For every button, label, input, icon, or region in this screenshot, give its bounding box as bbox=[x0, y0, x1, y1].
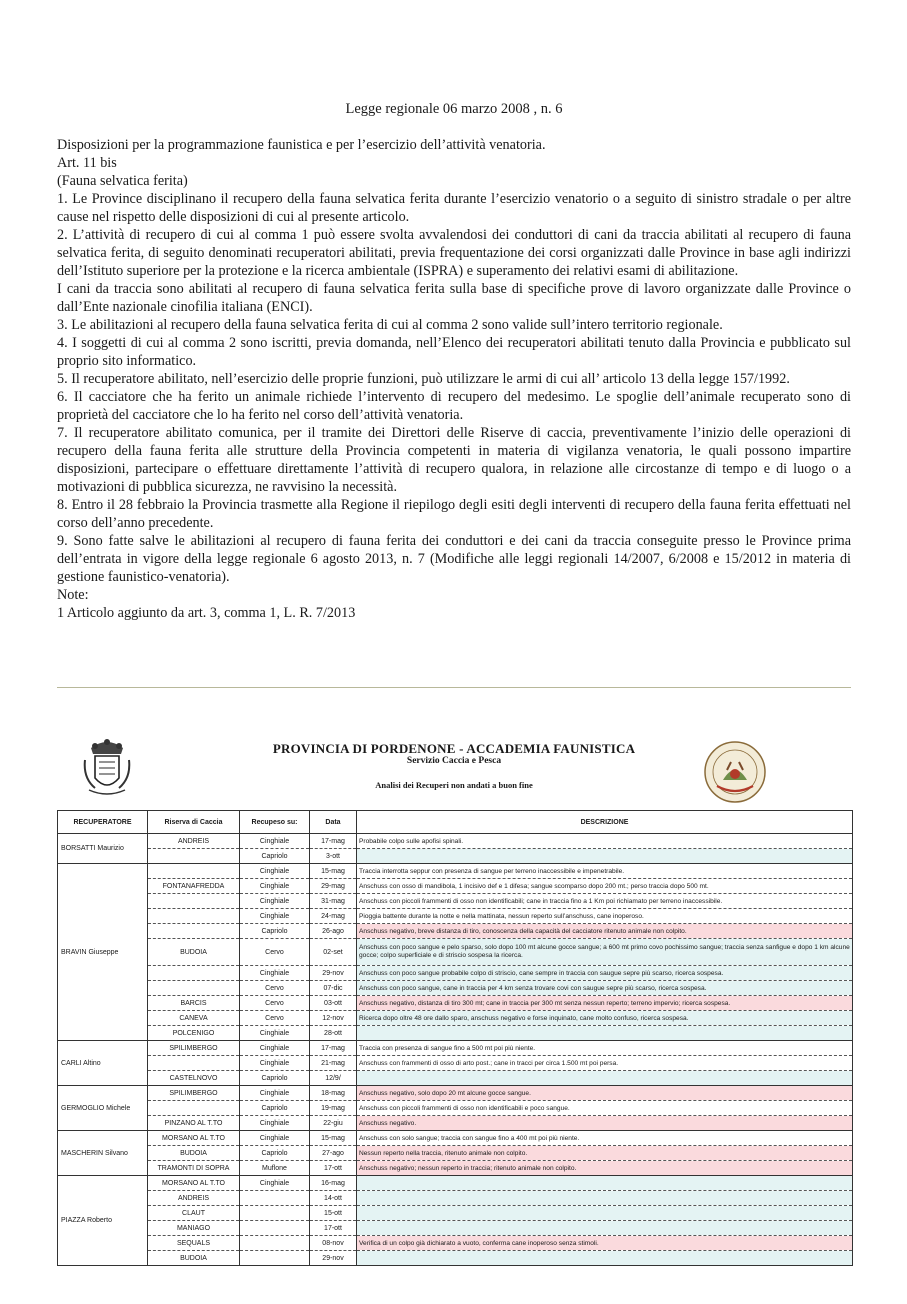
specie-cell: Cinghiale bbox=[240, 879, 310, 894]
riserva-cell bbox=[148, 966, 240, 981]
riserva-cell bbox=[148, 849, 240, 864]
table-row bbox=[58, 1026, 853, 1041]
descrizione-cell: Anschuss con poco sangue, cane in traccia per 4 km senza trovare covi con saugue sepre più scarso, ricerca sospesa. bbox=[357, 981, 853, 996]
data-cell: 21-mag bbox=[310, 1056, 357, 1071]
accademia-faunistica-seal-icon bbox=[703, 740, 767, 804]
data-cell: 17-mag bbox=[310, 834, 357, 849]
data-cell: 08-nov bbox=[310, 1236, 357, 1251]
descrizione-cell: Traccia con presenza di sangue fino a 500 mt poi più niente. bbox=[357, 1041, 853, 1056]
table-row bbox=[58, 981, 853, 996]
data-cell: 14-ott bbox=[310, 1191, 357, 1206]
descrizione-cell bbox=[357, 849, 853, 864]
descrizione-cell: Nessun reperto nella traccia, ritenuto animale non colpito. bbox=[357, 1146, 853, 1161]
descrizione-cell: Anschuss negativo, solo dopo 20 mt alcune gocce sangue. bbox=[357, 1086, 853, 1101]
specie-cell: Cinghiale bbox=[240, 894, 310, 909]
specie-cell: Cinghiale bbox=[240, 1086, 310, 1101]
specie-cell: Cinghiale bbox=[240, 1131, 310, 1146]
riserva-cell bbox=[148, 909, 240, 924]
report-title: Analisi dei Recuperi non andati a buon fine bbox=[375, 780, 533, 790]
descrizione-cell: Anschuss con poco sangue probabile colpo di striscio, cane sempre in traccia con saugue sepre più scarso, ricerca sospesa. bbox=[357, 966, 853, 981]
data-cell: 15-ott bbox=[310, 1206, 357, 1221]
data-cell: 27-ago bbox=[310, 1146, 357, 1161]
data-cell: 29-mag bbox=[310, 879, 357, 894]
data-cell: 07-dic bbox=[310, 981, 357, 996]
data-cell: 3-ott bbox=[310, 849, 357, 864]
data-cell: 15-mag bbox=[310, 1131, 357, 1146]
table-row bbox=[58, 1101, 853, 1116]
descrizione-cell bbox=[357, 1251, 853, 1266]
table-row bbox=[58, 894, 853, 909]
riserva-cell: PINZANO AL T.TO bbox=[148, 1116, 240, 1131]
report-department: Servizio Caccia e Pesca bbox=[406, 756, 502, 766]
specie-cell: Cinghiale bbox=[240, 1026, 310, 1041]
specie-cell: Muflone bbox=[240, 1161, 310, 1176]
specie-cell bbox=[240, 1191, 310, 1206]
specie-cell: Capriolo bbox=[240, 849, 310, 864]
col-recuperatore: RECUPERATORE bbox=[58, 811, 148, 834]
descrizione-cell: Anschuss negativo; nessun reperto in traccia; ritenuto animale non colpito. bbox=[357, 1161, 853, 1176]
table-row bbox=[58, 1131, 853, 1146]
riserva-cell: CANEVA bbox=[148, 1011, 240, 1026]
riserva-cell: SPILIMBERGO bbox=[148, 1086, 240, 1101]
table-row bbox=[58, 966, 853, 981]
law-paragraph: I cani da traccia sono abilitati al recupero di fauna selvatica ferita sulla base di specifiche prove di lavoro organizzate dalle Province o dall’Ente nazionale cinofilia italiana (ENCI). bbox=[57, 281, 851, 315]
law-paragraph: 4. I soggetti di cui al comma 2 sono iscritti, previa domanda, nell’Elenco dei recuperatori abilitati tenuto dalla Provincia e pubblicato sul proprio sito informatico. bbox=[57, 335, 851, 369]
riserva-cell bbox=[148, 924, 240, 939]
table-row bbox=[58, 1086, 853, 1101]
data-cell: 24-mag bbox=[310, 909, 357, 924]
specie-cell bbox=[240, 1221, 310, 1236]
table-row bbox=[58, 1011, 853, 1026]
descrizione-cell: Traccia interrotta seppur con presenza di sangue per terreno inaccessibile e impenetrabile. bbox=[357, 864, 853, 879]
data-cell: 12/9/ bbox=[310, 1071, 357, 1086]
law-paragraph: Disposizioni per la programmazione faunistica e per l’esercizio dell’attività venatoria. bbox=[57, 137, 546, 153]
law-paragraph: 3. Le abilitazioni al recupero della fauna selvatica ferita di cui al comma 2 sono valide sull’intero territorio regionale. bbox=[57, 317, 723, 333]
col-riserva: Riserva di Caccia bbox=[148, 811, 240, 834]
riserva-cell: CASTELNOVO bbox=[148, 1071, 240, 1086]
table-row bbox=[58, 1116, 853, 1131]
specie-cell: Cervo bbox=[240, 1011, 310, 1026]
descrizione-cell: Ricerca dopo oltre 48 ore dallo sparo, anschuss negativo e forse inquinato, cane molto confuso, ricerca sospesa. bbox=[357, 1011, 853, 1026]
table-row bbox=[58, 1191, 853, 1206]
table-row bbox=[58, 1251, 853, 1266]
table-row bbox=[58, 939, 853, 966]
descrizione-cell: Anschuss con piccoli frammenti di osso non identificabili e poco sangue. bbox=[357, 1101, 853, 1116]
page-separator bbox=[57, 687, 851, 688]
specie-cell: Capriolo bbox=[240, 1101, 310, 1116]
data-cell: 28-ott bbox=[310, 1026, 357, 1041]
descrizione-cell bbox=[357, 1176, 853, 1191]
descrizione-cell: Anschuss con frammenti di osso di arto post.; cane in tracci per circa 1.500 mt poi persa. bbox=[357, 1056, 853, 1071]
table-row bbox=[58, 1206, 853, 1221]
specie-cell: Cinghiale bbox=[240, 834, 310, 849]
descrizione-cell: Anschuss con poco sangue e pelo sparso, solo dopo 100 mt alcune gocce sangue; a 600 mt primo covo pochissimo sangue; traccia senza sanfigue e dopo 1 km alcune gocce; colpo superficiale e di striscio sospesa la ricerca. bbox=[357, 939, 853, 966]
table-row bbox=[58, 924, 853, 939]
report-organization-title: PROVINCIA DI PORDENONE - ACCADEMIA FAUNISTICA bbox=[272, 741, 636, 756]
specie-cell: Cinghiale bbox=[240, 966, 310, 981]
recuperatore-cell: CARLI Altino bbox=[58, 1041, 148, 1086]
table-body bbox=[58, 834, 853, 1266]
riserva-cell bbox=[148, 894, 240, 909]
data-cell: 18-mag bbox=[310, 1086, 357, 1101]
law-paragraph: Note: bbox=[57, 587, 89, 603]
table-row bbox=[58, 1236, 853, 1251]
descrizione-cell bbox=[357, 1026, 853, 1041]
riserva-cell: BARCIS bbox=[148, 996, 240, 1011]
specie-cell: Capriolo bbox=[240, 1146, 310, 1161]
law-paragraph: 7. Il recuperatore abilitato comunica, per il tramite dei Direttori delle Riserve di caccia, preventivamente l’inizio delle operazioni di recupero della fauna ferita alle strutture della Provincia competenti in materia di vigilanza venatoria, le quali possono impartire disposizioni, partecipare o effettuare direttamente l’attività di recupero qualora, in relazione alle circostanze di tempo e di luogo o a motivazioni di pubblica sicurezza, ne ravvisino la necessità. bbox=[57, 425, 851, 495]
specie-cell: Cinghiale bbox=[240, 909, 310, 924]
riserva-cell bbox=[148, 981, 240, 996]
riserva-cell: MANIAGO bbox=[148, 1221, 240, 1236]
table-row bbox=[58, 879, 853, 894]
data-cell: 03-ott bbox=[310, 996, 357, 1011]
descrizione-cell: Verifica di un colpo già dichiarato a vuoto, conferma cane inoperoso senza stimoli. bbox=[357, 1236, 853, 1251]
descrizione-cell: Anschuss negativo, distanza di tiro 300 mt; cane in traccia per 300 mt senza nessun reperto; terreno impervio; ricerca sospesa. bbox=[357, 996, 853, 1011]
table-row bbox=[58, 849, 853, 864]
riserva-cell: BUDOIA bbox=[148, 939, 240, 966]
descrizione-cell: Probabile colpo sulle apofisi spinali. bbox=[357, 834, 853, 849]
table-row bbox=[58, 996, 853, 1011]
law-text bbox=[57, 100, 851, 622]
law-paragraphs bbox=[57, 136, 851, 622]
riserva-cell: SEQUALS bbox=[148, 1236, 240, 1251]
table-row bbox=[58, 1056, 853, 1071]
law-paragraph: 1 Articolo aggiunto da art. 3, comma 1, L. R. 7/2013 bbox=[57, 605, 356, 621]
specie-cell: Cinghiale bbox=[240, 864, 310, 879]
law-title: Legge regionale 06 marzo 2008 , n. 6 bbox=[345, 101, 563, 117]
data-cell: 19-mag bbox=[310, 1101, 357, 1116]
riserva-cell bbox=[148, 1056, 240, 1071]
descrizione-cell: Anschuss negativo. bbox=[357, 1116, 853, 1131]
law-paragraph: (Fauna selvatica ferita) bbox=[57, 173, 188, 189]
law-paragraph: Art. 11 bis bbox=[57, 155, 117, 171]
law-paragraph: 1. Le Province disciplinano il recupero della fauna selvatica ferita durante l’esercizio venatorio o a seguito di sinistro stradale o per altre cause nel rispetto delle disposizioni di cui al presente articolo. bbox=[57, 191, 851, 225]
table-row bbox=[58, 909, 853, 924]
riserva-cell: BUDOIA bbox=[148, 1146, 240, 1161]
data-cell: 26-ago bbox=[310, 924, 357, 939]
descrizione-cell bbox=[357, 1206, 853, 1221]
data-cell: 02-set bbox=[310, 939, 357, 966]
riserva-cell: SPILIMBERGO bbox=[148, 1041, 240, 1056]
riserva-cell bbox=[148, 864, 240, 879]
report-header bbox=[57, 738, 851, 808]
table-row bbox=[58, 1041, 853, 1056]
specie-cell: Cinghiale bbox=[240, 1116, 310, 1131]
descrizione-cell: Pioggia battente durante la notte e nella mattinata, nessun reperto sull’anschuss, cane inoperoso. bbox=[357, 909, 853, 924]
riserva-cell bbox=[148, 1101, 240, 1116]
riserva-cell: MORSANO AL T.TO bbox=[148, 1176, 240, 1191]
riserva-cell: ANDREIS bbox=[148, 1191, 240, 1206]
table-row bbox=[58, 1146, 853, 1161]
table-row bbox=[58, 1176, 853, 1191]
specie-cell bbox=[240, 1251, 310, 1266]
data-cell: 17-ott bbox=[310, 1161, 357, 1176]
specie-cell: Capriolo bbox=[240, 1071, 310, 1086]
law-paragraph: 6. Il cacciatore che ha ferito un animale richiede l’intervento di recupero del medesimo. Le spoglie dell’animale recuperato sono di proprietà del cacciatore che lo ha ferito nel corso dell’attività venatoria. bbox=[57, 389, 851, 423]
table-header-row bbox=[58, 811, 853, 834]
specie-cell bbox=[240, 1206, 310, 1221]
law-paragraph: 5. Il recuperatore abilitato, nell’esercizio delle proprie funzioni, può utilizzare le armi di cui all’ articolo 13 della legge 157/1992. bbox=[57, 371, 790, 387]
law-paragraph: 9. Sono fatte salve le abilitazioni al recupero di fauna ferita dei conduttori e dei cani da traccia conseguite presso le Province prima dell’entrata in vigore della legge regionale 6 agosto 2013, n. 7 (Modifiche alle leggi regionali 14/2007, 6/2008 e 15/2012 in materia di gestione faunistico-venatoria). bbox=[57, 533, 851, 585]
law-paragraph: 8. Entro il 28 febbraio la Provincia trasmette alla Regione il riepilogo degli esiti degli interventi di recupero della fauna ferita effettuati nel corso dell’anno precedente. bbox=[57, 497, 851, 531]
table-row bbox=[58, 834, 853, 849]
col-descrizione: DESCRIZIONE bbox=[357, 811, 853, 834]
specie-cell: Cervo bbox=[240, 981, 310, 996]
data-cell: 29-nov bbox=[310, 1251, 357, 1266]
data-cell: 12-nov bbox=[310, 1011, 357, 1026]
riserva-cell: TRAMONTI DI SOPRA bbox=[148, 1161, 240, 1176]
table-row bbox=[58, 1161, 853, 1176]
descrizione-cell: Anschuss negativo, breve distanza di tiro, conoscenza della capacità del cacciatore ritenuto animale non colpito. bbox=[357, 924, 853, 939]
data-cell: 31-mag bbox=[310, 894, 357, 909]
law-paragraph: 2. L’attività di recupero di cui al comma 1 può essere svolta avvalendosi dei conduttori di cani da traccia abilitati al recupero di fauna selvatica ferita, di seguito denominati recuperatori abilitati, previa frequentazione dei corsi organizzati dalle Province in base agli indirizzi dell’Istituto superiore per la protezione e la ricerca ambientale (ISPRA) e superamento dei relativi esami di abilitazione. bbox=[57, 227, 851, 279]
recoveries-table bbox=[57, 810, 853, 1266]
data-cell: 16-mag bbox=[310, 1176, 357, 1191]
riserva-cell: CLAUT bbox=[148, 1206, 240, 1221]
riserva-cell: FONTANAFREDDA bbox=[148, 879, 240, 894]
recuperatore-cell: BORSATTI Maurizio bbox=[58, 834, 148, 864]
recuperatore-cell: MASCHERIN Silvano bbox=[58, 1131, 148, 1176]
riserva-cell: ANDREIS bbox=[148, 834, 240, 849]
data-cell: 15-mag bbox=[310, 864, 357, 879]
table-row bbox=[58, 1071, 853, 1086]
data-cell: 17-mag bbox=[310, 1041, 357, 1056]
specie-cell bbox=[240, 1236, 310, 1251]
riserva-cell: MORSANO AL T.TO bbox=[148, 1131, 240, 1146]
specie-cell: Capriolo bbox=[240, 924, 310, 939]
col-recupero-su: Recupeso su: bbox=[240, 811, 310, 834]
specie-cell: Cinghiale bbox=[240, 1041, 310, 1056]
col-data: Data bbox=[310, 811, 357, 834]
table-row bbox=[58, 1221, 853, 1236]
data-cell: 22-giu bbox=[310, 1116, 357, 1131]
recuperatore-cell: BRAVIN Giuseppe bbox=[58, 864, 148, 1041]
descrizione-cell bbox=[357, 1191, 853, 1206]
descrizione-cell: Anschuss con osso di mandibola, 1 incisivo def e 1 difesa; sangue scomparso dopo 200 mt.; perso traccia dopo 500 mt. bbox=[357, 879, 853, 894]
descrizione-cell: Anschuss con piccoli frammenti di osso non identificabili; cane in traccia fino a 1 Km poi richiamato per terreno inaccessibile. bbox=[357, 894, 853, 909]
riserva-cell: POLCENIGO bbox=[148, 1026, 240, 1041]
recuperatore-cell: GERMOGLIO Michele bbox=[58, 1086, 148, 1131]
recuperatore-cell: PIAZZA Roberto bbox=[58, 1176, 148, 1266]
specie-cell: Cinghiale bbox=[240, 1056, 310, 1071]
riserva-cell: BUDOIA bbox=[148, 1251, 240, 1266]
specie-cell: Cervo bbox=[240, 939, 310, 966]
descrizione-cell bbox=[357, 1071, 853, 1086]
specie-cell: Cervo bbox=[240, 996, 310, 1011]
data-cell: 29-nov bbox=[310, 966, 357, 981]
data-cell: 17-ott bbox=[310, 1221, 357, 1236]
descrizione-cell bbox=[357, 1221, 853, 1236]
table-row bbox=[58, 864, 853, 879]
descrizione-cell: Anschuss con solo sangue; traccia con sangue fino a 400 mt poi più niente. bbox=[357, 1131, 853, 1146]
specie-cell: Cinghiale bbox=[240, 1176, 310, 1191]
